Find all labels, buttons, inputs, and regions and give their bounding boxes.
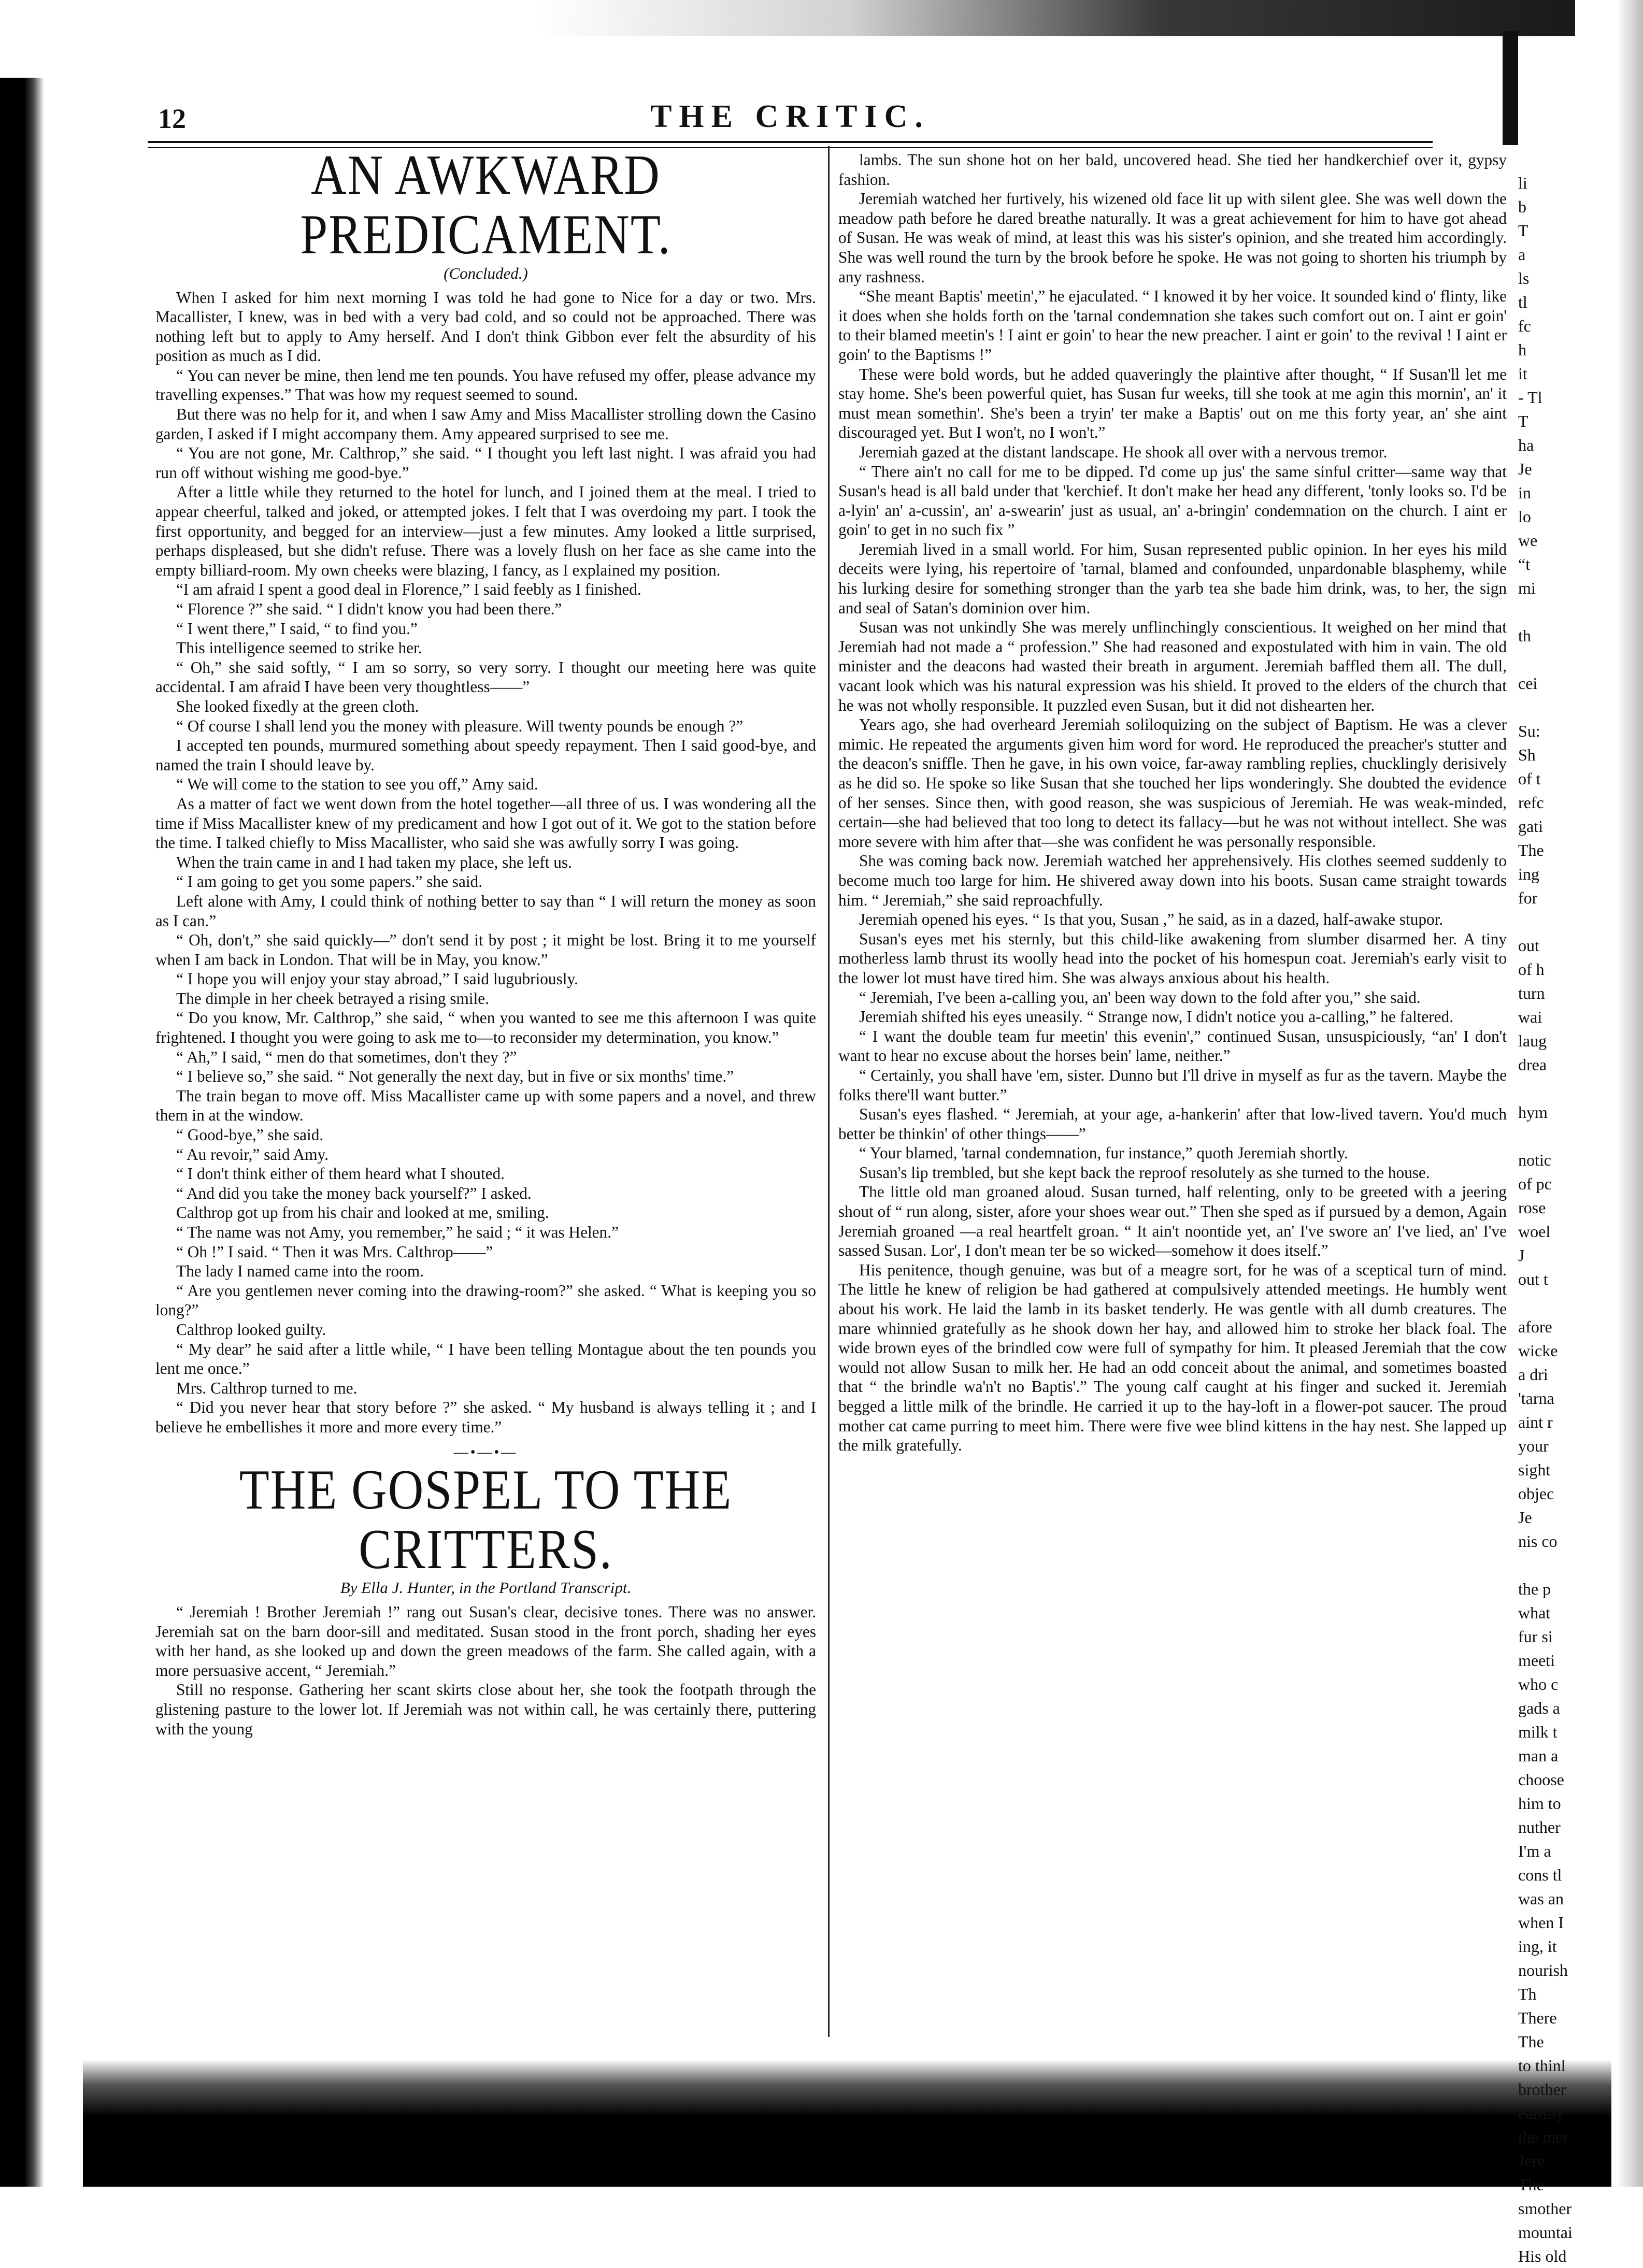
fragment-line: earthly — [1518, 2104, 1564, 2122]
fragment-line: nis co — [1518, 1532, 1558, 1551]
column-rule — [828, 146, 830, 2037]
fragment-line: ha — [1518, 436, 1534, 454]
story2-body-right — [838, 150, 1507, 1455]
fragment-line: was an — [1518, 1889, 1564, 1908]
story1-paragraph: “ Of course I shall lend you the money with pleasure. Will twenty pounds be enough ?” — [176, 716, 744, 735]
page-header — [148, 98, 1433, 145]
fragment-line: in — [1518, 483, 1531, 502]
fragment-line: nourish — [1518, 1961, 1568, 1979]
story2-paragraph: lambs. The sun shone hot on her bald, uncovered head. She tied her handkerchief over it, gypsy fashion. — [838, 151, 1507, 189]
story1-paragraph: But there was no help for it, and when I saw Amy and Miss Macallister strolling down the Casino garden, I asked if I might accompany them. Amy appeared surprised to see me. — [155, 405, 816, 443]
story1-paragraph: She looked fixedly at the green cloth. — [176, 697, 419, 715]
fragment-line: refc — [1518, 793, 1544, 812]
scan-artifact-mark — [1503, 31, 1518, 145]
story2-paragraph: Susan's eyes flashed. “ Jeremiah, at your age, a-hankerin' after that low-lived tavern. You'd much better be thinkin' of other things——” — [838, 1105, 1507, 1143]
scan-artifact-right-edge — [1617, 0, 1643, 2187]
fragment-line: ing — [1518, 865, 1539, 883]
fragment-line: - Tl — [1518, 388, 1542, 407]
story1-paragraph: “ You can never be mine, then lend me ten pounds. You have refused my offer, please advance my travelling expenses.” That was how my request seemed to sound. — [155, 366, 816, 404]
story1-paragraph: “ Ah,” I said, “ men do that sometimes, don't they ?” — [176, 1047, 517, 1066]
fragment-line: Je — [1518, 1508, 1532, 1527]
fragment-line: smother — [1518, 2199, 1572, 2218]
story2-paragraph: “ Certainly, you shall have 'em, sister. Dunno but I'll drive in myself as fur as the tavern. Maybe the folks there'll want butter.” — [838, 1066, 1507, 1104]
fragment-line: rose — [1518, 1198, 1546, 1217]
fragment-line: wai — [1518, 1008, 1542, 1026]
fragment-line: Su: — [1518, 722, 1540, 740]
fragment-line: for — [1518, 888, 1538, 907]
fragment-line — [1518, 648, 1617, 671]
fragment-line: T — [1518, 221, 1528, 240]
page-number: 12 — [158, 103, 186, 134]
story1-paragraph: “I am afraid I spent a good deal in Florence,” I said feebly as I finished. — [176, 580, 641, 599]
story1-paragraph: Mrs. Calthrop turned to me. — [176, 1379, 358, 1397]
fragment-line: aint r — [1518, 1413, 1553, 1431]
story2-paragraph: Jeremiah opened his eyes. “ Is that you, Susan ,” he said, as in a dazed, half-awake stupor. — [859, 910, 1444, 929]
story1-paragraph: “ We will come to the station to see you off,” Amy said. — [176, 775, 538, 794]
fragment-line: b — [1518, 197, 1526, 216]
fragment-line: fur si — [1518, 1627, 1553, 1646]
story2-paragraph: His penitence, though genuine, was but of a meagre sort, for he was of a sceptical turn of mind. The little he knew of religion be had gathered at compulsively attended meetings. He humbly went about his work. He laid the lamb in its basket tenderly. He was gentle with all dumb creatures. The mare whinnied gratefully as he shook down her hay, and allowed him to stroke her black foal. The wide brown eyes of the brindled cow were full of sympathy for him. It pleased Jeremiah that the cow would not allow Susan to milk her. He had an odd conceit about the animal, and sometimes boasted that “ the brindle wa'n't no Baptis'.” The young calf caught at his finger and sucked it. Jeremiah begged a little milk of the brindle. He carried it up to the hay-loft in a flower-pot saucer. The proud mother cat came purring to meet him. There were five wee blind kittens in the hay nest. She lapped up the milk gratefully. — [838, 1260, 1507, 1455]
story1-paragraph: Calthrop got up from his chair and looked at me, smiling. — [176, 1203, 549, 1222]
fragment-line: “t — [1518, 555, 1531, 573]
fragment-line: h — [1518, 340, 1526, 359]
story1-paragraph: “ I believe so,” she said. “ Not generally the next day, but in five or six months' time.” — [176, 1067, 734, 1086]
fragment-line: cons tl — [1518, 1865, 1562, 1884]
story2-byline: By Ella J. Hunter, in the Portland Transcript. — [340, 1578, 632, 1597]
story1-paragraph: “ You are not gone, Mr. Calthrop,” she said. “ I thought you left last night. I was afraid you had run off without wishing me good-bye.” — [155, 444, 816, 482]
fragment-line: hym — [1518, 1103, 1548, 1122]
fragment-line — [1518, 600, 1617, 624]
fragment-line: milk t — [1518, 1722, 1558, 1741]
story2-paragraph: Jeremiah watched her furtively, his wizened old face lit up with silent glee. She was well down the meadow path before he dared breathe naturally. It was a great achievement for him to have got ahead of Susan. He was weak of mind, at least this was his sister's opinion, and she treated him accordingly. She was well round the turn by the brook before he spoke. He was not going to shorten his triumph by any rashness. — [838, 190, 1507, 286]
fragment-line — [1518, 1076, 1617, 1100]
story1-paragraph: When I asked for him next morning I was told he had gone to Nice for a day or two. Mrs. Macallister, I knew, was in bed with a very bad cold, and so could not be approached. There was nothing left but to apply to Amy herself. And I don't think Gibbon ever felt the absurdity of his position as much as I did. — [155, 288, 816, 365]
fragment-line: him to — [1518, 1794, 1561, 1813]
story1-paragraph: As a matter of fact we went down from the hotel together—all three of us. I was wondering all the time if Miss Macallister knew of my predicament and how I got out of it. We got to the station before the time. I talked chiefly to Miss Macallister, who said she was awfully sorry I was going. — [155, 794, 816, 852]
fragment-line: Sh — [1518, 745, 1536, 764]
fragment-line: fc — [1518, 317, 1531, 335]
story1-paragraph: Left alone with Amy, I could think of nothing better to say than “ I will return the money as soon as I can.” — [155, 892, 816, 930]
story2-paragraph: Susan's lip trembled, but she kept back the reproof resolutely as she turned to the house. — [859, 1163, 1430, 1182]
fragment-line: Th — [1518, 1985, 1537, 2003]
fragment-line: of pс — [1518, 1174, 1552, 1193]
story2-paragraph: “ Jeremiah, I've been a-calling you, an' been way down to the fold after you,” she said. — [859, 988, 1421, 1007]
story1-paragraph: This intelligence seemed to strike her. — [176, 639, 422, 657]
story1-paragraph: The lady I named came into the room. — [176, 1262, 424, 1281]
fragment-line — [1518, 1124, 1617, 1148]
fragment-line: th — [1518, 626, 1531, 645]
adjacent-page-fragment — [1518, 171, 1617, 2265]
fragment-line — [1518, 1291, 1617, 1315]
fragment-line — [1518, 910, 1617, 934]
fragment-line: lo — [1518, 507, 1531, 526]
fragment-line: gads a — [1518, 1699, 1560, 1717]
story1-subtitle: (Concluded.) — [444, 264, 528, 282]
story2-paragraph: “ Your blamed, 'tarnal condemnation, fur instance,” quoth Jeremiah shortly. — [859, 1144, 1349, 1162]
fragment-line — [1518, 1553, 1617, 1577]
story1-paragraph: “ Did you never hear that story before ?” she asked. “ My husband is always telling it ; and I believe he embellishes it more and more every time.” — [155, 1398, 816, 1436]
scan-artifact-bottom — [83, 2059, 1611, 2187]
fragment-line: I'm a — [1518, 1842, 1551, 1860]
fragment-line: mountai — [1518, 2223, 1573, 2242]
story2-paragraph: Susan was not unkindly She was merely unflinchingly conscientious. It weighed on her mind that Jeremiah had not made a “ profession.” She had reasoned and expostulated with him in vain. The old minister and the deacons had wasted their breath in argument. Jeremiah baffled them all. The dull, vacant look which was his natural expression was his shield. It proved to the elders of the church that he was not wholly responsible. It puzzled even Susan, but it did not dishearten her. — [838, 618, 1507, 714]
story2-paragraph: These were bold words, but he added quaveringly the plaintive after thought, “ If Susan'll let me stay home. She's been powerful quiet, has Susan fur weeks, till she took at me agin this mornin', an' it must mean somethin'. She's been a tryin' ter make a Baptis' out on me this forty year, an' she aint discouraged yet. But I won't, no I won't.” — [838, 365, 1507, 442]
masthead: THE CRITIC. — [650, 99, 930, 134]
fragment-line: we — [1518, 531, 1538, 550]
fragment-line: gati — [1518, 817, 1543, 836]
fragment-line: afore — [1518, 1317, 1552, 1336]
fragment-line: meeti — [1518, 1651, 1555, 1670]
fragment-line: the p — [1518, 1580, 1551, 1598]
story1-paragraph: “ Do you know, Mr. Calthrop,” she said, “ when you wanted to see me this afternoon I was quite frightened. I thought you were going to ask me to—to reconsider my determination, you know.” — [155, 1009, 816, 1047]
story1-paragraph: “ Oh, don't,” she said quickly—” don't send it by post ; it might be lost. Bring it to me yourself when I am back in London. That will be in May, you know.” — [155, 931, 816, 969]
story1-paragraph: I accepted ten pounds, murmured something about speedy repayment. Then I said good-bye, and named the train I should leave by. — [155, 736, 816, 774]
story2-title: THE GOSPEL TO THE CRITTERS. — [239, 1457, 733, 1581]
fragment-line: The — [1518, 2175, 1544, 2194]
story2-paragraph: “ Jeremiah ! Brother Jeremiah !” rang out Susan's clear, decisive tones. There was no answer. Jeremiah sat on the barn door-sill and meditated. Susan stood in the front porch, shading her eyes with her hand, as she looked up and down the green meadows of the farm. She called again, with a more persuasive accent, “ Jeremiah.” — [155, 1603, 816, 1680]
fragment-line: objec — [1518, 1484, 1554, 1503]
fragment-line: There — [1518, 2008, 1557, 2027]
story1-paragraph: “ My dear” he said after a little while, “ I have been telling Montague about the ten pounds you lent me once.” — [155, 1340, 816, 1378]
story2-paragraph: Susan's eyes met his sternly, but this child-like awakening from slumber disarmed her. A tiny motherless lamb thrust its woolly head into the pocket of his homespun coat. Jeremiah's early visit to the lower lot must have tired him. She was always anxious about his health. — [838, 929, 1507, 987]
fragment-line: who c — [1518, 1675, 1559, 1693]
fragment-line: to thinl — [1518, 2056, 1566, 2075]
fragment-line: it — [1518, 364, 1527, 383]
fragment-line: the mer — [1518, 2128, 1568, 2146]
story1-paragraph: “ I am going to get you some papers.” she said. — [176, 872, 483, 891]
story1-paragraph: “ Oh,” she said softly, “ I am so sorry, so very sorry. I thought our meeting here was quite accidental. I am afraid I have been very thoughtless——” — [155, 658, 816, 696]
fragment-line: ing, it — [1518, 1937, 1557, 1956]
fragment-line: brother — [1518, 2080, 1566, 2099]
fragment-line: out — [1518, 936, 1539, 955]
story1-paragraph: “ Are you gentlemen never coming into the drawing-room?” she asked. “ What is keeping you so long?” — [155, 1281, 816, 1319]
fragment-line: Thе — [1518, 841, 1544, 859]
fragment-line: cei — [1518, 674, 1538, 693]
story2-paragraph: Jeremiah lived in a small world. For him, Susan represented public opinion. In her eyes his mild deceits were lying, his repertoire of 'tarnal, blamed and confounded, unpardonable blasphemy, while his lurking desire for something stronger than the yarb tea she bade him drink, was, to her, the sign and seal of Satan's dominion over him. — [838, 540, 1507, 617]
story1-paragraph: The train began to move off. Miss Macallister came up with some papers and a novel, and threw them in at the window. — [155, 1086, 816, 1125]
fragment-line: drea — [1518, 1055, 1547, 1074]
scan-artifact-top — [539, 0, 1575, 36]
fragment-line: 'tarna — [1518, 1389, 1554, 1408]
fragment-line: out t — [1518, 1270, 1548, 1288]
story2-paragraph: Years ago, she had overheard Jeremiah soliloquizing on the subject of Baptism. He was a clever mimic. He repeated the arguments given him word for word. He reproduced the preacher's stutter and the deacon's sniffle. Then he gave, in his own voice, far-away rambling replies, chucklingly derisively as he did so. He spoke so like Susan that she touched her lips wonderingly. She doubted the evidence of her senses. Since then, with good reason, she was suspicious of Jeremiah. He was weak-minded, certain—she had believed that too long to detect its fallacy—but he was not without intellect. She was more severe with him after that—she was confident he was personally responsible. — [838, 715, 1507, 851]
fragment-line: a — [1518, 245, 1526, 264]
story2-paragraph: “ There ain't no call for me to be dipped. I'd come up jus' the same sinful critter—same way that Susan's head is all bald under that 'kerchief. It don't make her head any different, 'tonly looks so. I'd be a-lyin' an' a-cussin', an' a-swearin' just as usual, an' a-bringin' condemnation on the church. I aint er goin' to get in no such fix ” — [838, 462, 1507, 539]
fragment-line: of h — [1518, 960, 1545, 979]
fragment-line: choose — [1518, 1770, 1564, 1789]
story1-paragraph: Calthrop looked guilty. — [176, 1320, 326, 1339]
fragment-line: of t — [1518, 769, 1541, 788]
scan-artifact-left-edge — [0, 78, 44, 2187]
fragment-line: li — [1518, 174, 1527, 192]
story2-paragraph: The little old man groaned aloud. Susan turned, half relenting, only to be greeted with a jeering shout of “ run along, sister, afore your shoes wear out.” Then she sped as if pursued by a demon, Again Jeremiah groaned —a real heartfelt groan. “ It ain't noontide yet, an' I've swore an' I've lied, an' I've sassed Susan. Lor', I don't mean ter be so wicked—somehow it does itself.” — [838, 1183, 1507, 1260]
fragment-line — [1518, 695, 1617, 719]
fragment-line: notiс — [1518, 1151, 1551, 1169]
fragment-line: woel — [1518, 1222, 1551, 1241]
story2-paragraph: Jeremiah shifted his eyes uneasily. “ Strange now, I didn't notice you a-calling,” he faltered. — [859, 1008, 1454, 1026]
fragment-line: man a — [1518, 1746, 1559, 1765]
fragment-line: ls — [1518, 269, 1530, 288]
fragment-line: nuther — [1518, 1818, 1561, 1836]
fragment-line: His old — [1518, 2247, 1567, 2265]
story2-body-left — [155, 1602, 816, 1739]
story1-body — [155, 288, 816, 1437]
story2-paragraph: Still no response. Gathering her scant skirts close about her, she took the footpath through the glistening pasture to the lower lot. If Jeremiah was not within call, he was certainly there, puttering with the young — [155, 1681, 816, 1738]
fragment-line: sight — [1518, 1460, 1551, 1479]
fragment-line: Je — [1518, 460, 1532, 478]
story1-paragraph: “ I went there,” I said, “ to find you.” — [176, 619, 418, 638]
fragment-line: turn — [1518, 984, 1545, 1002]
section-divider: —•—•— — [453, 1444, 518, 1460]
left-column — [155, 143, 816, 2041]
fragment-line: The — [1518, 2032, 1544, 2051]
story2-paragraph: She was coming back now. Jeremiah watched her apprehensively. His clothes seemed suddenly to become much too large for him. He shivered away down into his boots. Susan came straight towards him. “ Jeremiah,” she said reproachfully. — [838, 852, 1507, 909]
fragment-line: wickе — [1518, 1341, 1558, 1360]
fragment-line: when I — [1518, 1913, 1564, 1932]
story1-paragraph: “ And did you take the money back yourself?” I asked. — [176, 1184, 532, 1202]
fragment-line: a dri — [1518, 1365, 1548, 1384]
story2-paragraph: Jeremiah gazed at the distant landscape. He shook all over with a nervous tremor. — [859, 442, 1388, 461]
story1-paragraph: “ I don't think either of them heard what I shouted. — [176, 1165, 505, 1183]
fragment-line: tl — [1518, 293, 1527, 311]
fragment-line: mi — [1518, 579, 1536, 597]
right-column — [838, 150, 1507, 2041]
story2-paragraph: “She meant Baptis' meetin',” he ejaculated. “ I knowed it by her voice. It sounded kind o' flinty, like it does when she holds forth on the 'tarnal condemnation she takes such comfort out on. I aint er goin' to their blamed meetin's ! I aint er goin' to hear the new preacher. I aint er goin' to the revival ! I aint er goin' to the Baptisms !” — [838, 287, 1507, 364]
story1-paragraph: When the train came in and I had taken my place, she left us. — [176, 853, 572, 871]
fragment-line: your — [1518, 1437, 1549, 1455]
story1-title: AN AWKWARD PREDICAMENT. — [300, 143, 672, 266]
fragment-line: what — [1518, 1603, 1551, 1622]
story2-paragraph: “ I want the double team fur meetin' this evenin',” continued Susan, unsuspiciously, “an' I don't want to hear no excuse about the horses bein' lame, neither.” — [838, 1027, 1507, 1065]
fragment-line: Jere — [1518, 2151, 1545, 2170]
story1-paragraph: “ The name was not Amy, you remember,” he said ; “ it was Helen.” — [176, 1223, 619, 1241]
fragment-line: T — [1518, 412, 1528, 430]
story1-paragraph: After a little while they returned to the hotel for lunch, and I joined them at the meal. I tried to appear cheerful, talked and joked, or attempted jokes. I felt that I was overdoing my part. I took the first opportunity, and begged for an interview—just a few minutes. Amy looked a little surprised, perhaps displeased, but she didn't refuse. There was a lovely flush on her face as she came into the empty billiard-room. My own cheeks were blazing, I fancy, as I explained my position. — [155, 483, 816, 579]
story1-paragraph: “ Florence ?” she said. “ I didn't know you had been there.” — [176, 600, 562, 618]
story1-paragraph: “ Au revoir,” said Amy. — [176, 1145, 328, 1164]
story1-paragraph: “ Oh !” I said. “ Then it was Mrs. Calthrop——” — [176, 1242, 493, 1261]
fragment-line: J — [1518, 1246, 1525, 1265]
story1-paragraph: “ I hope you will enjoy your stay abroad,” I said lugubriously. — [176, 970, 578, 988]
story1-paragraph: “ Good-bye,” she said. — [176, 1126, 324, 1144]
fragment-line: laug — [1518, 1031, 1547, 1050]
story1-paragraph: The dimple in her cheek betrayed a rising smile. — [176, 989, 489, 1008]
